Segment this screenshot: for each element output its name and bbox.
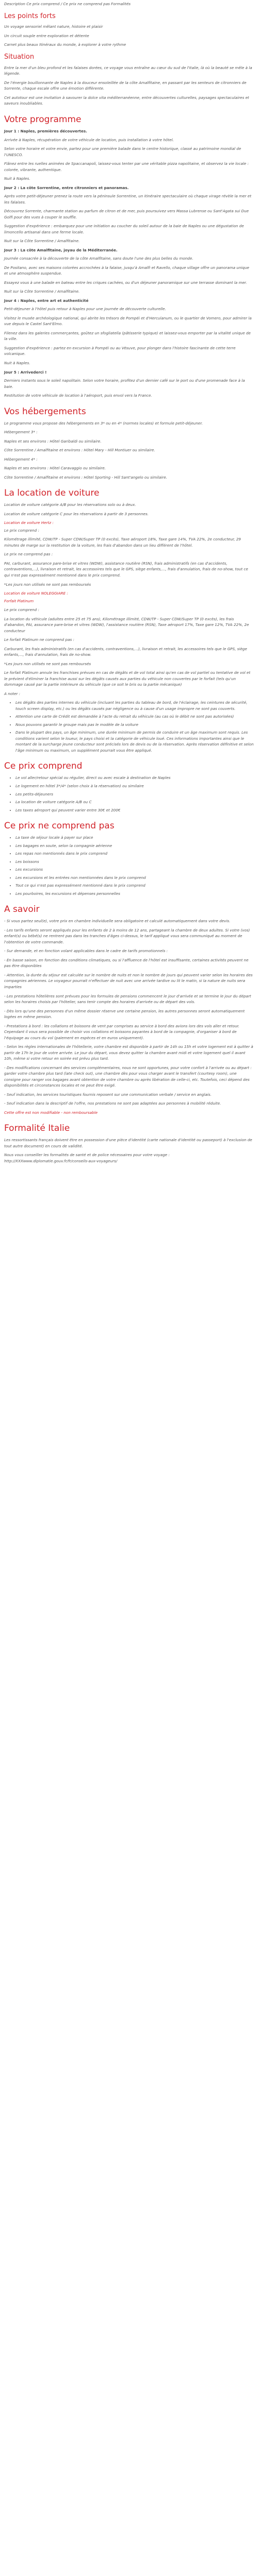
savoir-section xyxy=(4,904,254,1115)
noleggiare-paragraph: Carburant, les frais administratifs (en cas d'accidents, contraventions,...), livraison et retrait, les accessoires tels que le GPS, siège enfants,..., frais d'annulation, frais de no-show. xyxy=(4,646,247,657)
savoir-paragraph: - Dès lors qu'une des personnes d'un même dossier réserve une certaine pension, les autres personnes seront automatiquement logées en même pension. xyxy=(4,1008,245,1020)
list-item: • Les excursions xyxy=(15,867,254,873)
noleggiare-paragraph: *Les jours non utilisés ne sont pas remboursés xyxy=(4,661,91,666)
situation-paragraph: De l'énergie bouillonnante de Naples à la douceur ensoleillée de la côte Amalfitaine, en passant par les senteurs de citronniers de Sorrente, chaque escale offre une émotion différente. xyxy=(4,80,247,91)
hebergement-line: Naples et ses environs : Hôtel Caravaggio ou similaire. xyxy=(4,466,106,471)
list-item: • Dans le plupart des pays, un âge minimum, une durée minimum de permis de conduire et un âge maximum sont requis. Les conditions varient selon le loueur, le pays choisi et la catégorie de véhicule loué. Ces informations importantes ainsi que le montant de la surcharge jeune conducteur sont précisés lors de devis ou de la réservation. Après réservation définitive et selon l'âge minimum ou maximum, un supplément pourrait vous être appliqué. xyxy=(15,730,254,753)
comprend-title: Ce prix comprend xyxy=(4,761,83,772)
day-paragraph: Visitez le musée archéologique national, qui abrite les trésors de Pompéi et d'Herculanum, ou le quartier de Vomero, pour admirer la vue depuis le Castel Sant'Elmo. xyxy=(4,315,252,327)
day-title: Jour 1 : Naples, premières découvertes. xyxy=(4,129,87,134)
ne-comprend-pas-list xyxy=(4,835,254,896)
day-paragraph: Nuit sur la Côte Sorrentine / Amalfitaine. xyxy=(4,239,80,244)
list-item: • Le vol aller/retour spécial ou régulier, direct ou avec escale à destination de Naples xyxy=(15,775,254,781)
situation-paragraph: Cet autotour est une invitation à savourer la dolce vita méditerranéenne, entre découvertes culturelles, paysages spectaculaires et saveurs inoubliables. xyxy=(4,95,249,106)
comprend-list xyxy=(4,775,254,813)
day-block xyxy=(4,128,254,182)
noleggiare-subtitle: Le prix comprend : xyxy=(4,607,39,613)
hebergement-line: Naples et ses environs : Hôtel Garibaldi ou similaire. xyxy=(4,438,102,444)
hertz-paragraph: *Les jours non utilisés ne sont pas remboursés xyxy=(4,582,91,587)
day-paragraph: Journée consacrée à la découverte de la côte Amalfitaine, sans doute l'une des plus belles du monde. xyxy=(4,256,194,261)
day-paragraph: Filenez dans les galeries commerçantes, goûtez un sfogliatella (pâtisserie typique) et laissez-vous emporter par la vitalité unique de la ville. xyxy=(4,330,251,342)
day-paragraph: Essayez vous à une balade en bateau entre les criques cachées, ou d'un déjeuner panoramique sur une terrasse dominant la mer. xyxy=(4,280,247,285)
list-item: • Tout ce qui n'est pas expressément mentionné dans le prix comprend xyxy=(15,883,254,889)
list-item: • Nous pouvons garantir le groupe mais pas le modèle de la voiture xyxy=(15,722,254,728)
savoir-paragraph: - Les prestations hôtelières sont prévues pour les formules de pensions commencent le jour d'arrivée et se termine le jour du départ selon les horaires choisis par l'hôtelier, sans tenir compte des horaires d'arrivée ou de départ des vols. xyxy=(4,993,251,1005)
ne-comprend-pas-section xyxy=(4,820,254,896)
hebergements-section xyxy=(4,406,254,481)
programme-title: Votre programme xyxy=(4,114,82,125)
breadcrumb: Description Ce prix comprend / Ce prix ne comprend pas Formalités xyxy=(4,2,131,6)
day-block xyxy=(4,247,254,295)
formalite-section xyxy=(4,1123,254,1164)
point-fort-item: Un circuit souple entre exploration et détente xyxy=(4,33,89,38)
noleggiare-brand: Forfait Platinum xyxy=(4,598,34,603)
formalite-paragraph: Les ressortissants français doivent être en possession d'une pièce d'identité (carte nationale d'identité ou passeport) à l'exclusion de tout autre document) en cours de validité. xyxy=(4,1138,252,1148)
ne-comprend-pas-title: Ce prix ne comprend pas xyxy=(4,821,115,832)
noleggiare-paragraph: Le forfait Platinum annule les franchises prévues en cas de dégâts et de vol total ainsi qu'en cas de vol partiel ou tentative de vol et le prévient d'éliminer la franchise aussi sur les dégâts causés aux parties du véhicule non couvertes par le forfait (tels qu'un dommage causé par la partie intérieure du véhicule (que ce soit le bris ou la partie mécanique) xyxy=(4,670,251,687)
savoir-paragraph: - Des modifications concernant des services complémentaires, nous ne sont opportunes, pour votre confort à l'arrivée ou au départ : garder votre chambre plus tard (late check out), une chambre dès pour vous charger avant le transfert (courtesy room), une consigne pour ranger vos bagages avant obtention de votre chambre ou après libération de celle-ci, etc. Toutefois, ceci dépend des disponibilités et circonstances locales et ne peut être exigé. xyxy=(4,1065,252,1088)
hebergement-line: Côte Sorrentine / Amalfitaine et environs : Hôtel Sporting - Hill Sant'angelo ou similaire. xyxy=(4,474,167,480)
hertz-paragraph: PAI, carburant, assurance pare-brise et vitres (WDW), assistance routière (RSN), frais administratifs (en cas d'accidents, contraventions,...), livraison et retrait, les accessoires tels que le GPS, siège enfants,..., frais d'annulation, frais de no-show, tout ce qui n'est pas expressément mentionné dans le prix comprend. xyxy=(4,561,248,578)
day-paragraph: Restitution de votre véhicule de location à l'aéroport, puis envol vers la France. xyxy=(4,393,152,398)
list-item: • Les boissons xyxy=(15,859,254,865)
day-paragraph: Suggestion d'expérience : partez en excursion à Pompéi ou au Vésuve, pour plonger dans l'histoire fascinante de cette terre volcanique. xyxy=(4,345,236,357)
hertz-subtitle: Le prix comprend : xyxy=(4,528,39,533)
savoir-paragraph: - Si vous partez seul(e), votre prix en chambre individuelle sera obligatoire et calculé automatiquement dans votre devis. xyxy=(4,919,231,924)
savoir-paragraph: - Seuf indication dans la descriptif de l'offre, nos prestations ne sont pas adaptées aux personnes à mobilité réduite. xyxy=(4,1101,221,1106)
day-block xyxy=(4,185,254,244)
programme-section xyxy=(4,114,254,399)
noleggiare-label: Location de voiture NOLEGGIARE : xyxy=(4,591,68,596)
savoir-paragraph: - Prestations à bord : les collations et boissons de vent par comprises au service à bord des avions lors des vols aller et retour. Cependant il vous sera possible de choisir vos collations et boissons payantes à bord de la compagnie, d'organiser à bord de l'équipage au cours du vol (paiement en espèces et en euros uniquement). xyxy=(4,1023,240,1040)
hebergements-intro: Le programme vous propose des hébergements en 3* ou en 4* (normes locales) et formule petit-déjeuner. xyxy=(4,420,203,426)
day-title: Jour 2 : La côte Sorrentine, entre citronniers et panoramas. xyxy=(4,185,129,190)
list-item: • La location de voiture catégorie A/B ou C xyxy=(15,799,254,805)
list-item: • Les dégâts des parties internes du véhicule (incluant les parties du tableau de bord, de l'éclairage, les ceintures de sécurité, touch screen display, etc.) ou les dégâts causés par négligence ou à cause d'un usage impropre ne sont pas couverts. xyxy=(15,700,254,711)
list-item: • Les bagages en soute, selon la compagnie aérienne xyxy=(15,843,254,849)
formalite-title: Formalité Italie xyxy=(4,1123,70,1134)
day-title: Jour 4 : Naples, entre art et authenticité xyxy=(4,298,89,303)
noleggiare-notes-list xyxy=(4,700,254,753)
hebergement-option-label: Hébergement 3* : xyxy=(4,430,38,435)
situation-paragraph: Entre la mer d'un bleu profond et les falaises dorées, ce voyage vous entraîne au cœur du sud de l'Italie, là où la beauté se mêle à la légende. xyxy=(4,65,252,76)
day-paragraph: Après votre petit-déjeuner prenez la route vers la péninsule Sorrentine, un itinéraire spectaculaire où chaque virage révèle la mer et les falaises. xyxy=(4,194,252,205)
formalite-paragraph: Nous vous conseiller les formalités de santé et de police nécessaires pour votre voyage : http://XXXwww.diplomatie.gouv.fr/fr/conseils-aux-voyageurs/ xyxy=(4,1153,170,1163)
location-section xyxy=(4,487,254,753)
noleggiare-paragraph: Le forfait Platinum ne comprend pas : xyxy=(4,637,74,642)
list-item: • Les petits-déjeuners xyxy=(15,791,254,798)
list-item: • Le logement en hôtel 3*/4* (selon choix à la réservation) ou similaire xyxy=(15,783,254,789)
day-paragraph: De Positano, avec ses maisons colorées accrochées à la falaise, jusqu'à Amalfi et Ravello, chaque village offre un panorama unique et une atmosphère suspendue. xyxy=(4,265,249,276)
savoir-paragraph: - Selon les règles internationales de l'hôtellerie, votre chambre est disponible à partir de 14h ou 15h et votre logement est à quitter à partir de 17h le jour de votre arrivée. Le jour du départ, vous devez quitter la chambre avant midi et votre logement quel il avant 10h, même si votre retour en soirée est prévu plus tard. xyxy=(4,1044,253,1061)
list-item: • La taxe de séjour locale à payer sur place xyxy=(15,835,254,841)
day-paragraph: Selon votre horaire et votre envie, partez pour une première balade dans le centre historique, classé au patrimoine mondial de l'UNESCO. xyxy=(4,146,241,157)
day-paragraph: Arrivée à Naples, récupération de votre véhicule de location, puis installation à votre hôtel. xyxy=(4,137,174,142)
hebergement-option-label: Hébergement 4* : xyxy=(4,456,38,462)
day-title: Jour 3 : La côte Amalfitaine, joyau de la Méditerranée. xyxy=(4,247,118,252)
location-intro: Location de voiture catégorie C pour les réservations à partir de 3 personnes. xyxy=(4,511,149,516)
page xyxy=(0,0,258,1177)
day-paragraph: Nuit à Naples. xyxy=(4,176,30,181)
day-paragraph: Nuit à Naples. xyxy=(4,360,30,365)
hertz-paragraph: Le prix ne comprend pas : xyxy=(4,552,53,557)
list-item: • Les taxes aéroport qui peuvent varier entre 30€ et 200€ xyxy=(15,807,254,814)
point-fort-item: Carnet plus beaux Itinéraux du monde, à explorer à votre rythme xyxy=(4,42,126,47)
situation-section xyxy=(4,53,254,107)
savoir-paragraph: - En basse saison, en fonction des conditions climatiques, ou si l'affluence de l'hôtel est insuffisante, certaines activités peuvent ne pas être disponibles xyxy=(4,957,249,969)
list-item: • Les excursions et les entrées non mentionnées dans le prix comprend xyxy=(15,875,254,881)
savoir-paragraph: - Attention, la durée du séjour est calculée sur le nombre de nuits et non le nombre de jours qui peuvent varier selon les horaires des compagnies aériennes. Le voyageur pourrait n'effectuer de nuit avec une arrivée tardive ou lit le matin, si la nature de nuits sera imparties xyxy=(4,972,253,989)
situation-title: Situation xyxy=(4,53,35,61)
points-forts-title: Les points forts xyxy=(4,12,56,20)
day-paragraph: Flânez entre les ruelles animées de Spaccanapoli, laissez-vous tenter par une véritable pizza napolitaine, et observez la vie locale : colorée, vibrante, authentique. xyxy=(4,161,249,172)
list-item: • Les pourboires, les excursions et dépenses personnelles xyxy=(15,891,254,897)
day-paragraph: Derniers instants sous le soleil napolitain. Selon votre horaire, profitez d'un dernier café sur le port ou d'une promenade face à la baie. xyxy=(4,378,245,389)
day-block xyxy=(4,369,254,399)
location-intro: Location de voiture catégorie A/B pour les réservations solo ou à deux. xyxy=(4,502,136,507)
point-fort-item: Un voyage sensoriel mêlant nature, histoire et plaisir xyxy=(4,24,103,29)
day-paragraph: Découvrez Sorrente, charmante station au parfum de citron et de mer, puis poursuivez vers Massa Lubrense ou Sant'Agata sui Due Golfi pour des vues à couper le souffle. xyxy=(4,209,249,219)
savoir-title: A savoir xyxy=(4,904,40,915)
day-paragraph: Petit-déjeuner à l'hôtel puis retour à Naples pour une journée de découverte culturelle. xyxy=(4,307,166,312)
points-forts-section xyxy=(4,12,254,48)
day-paragraph: Suggestion d'expérience : embarquez pour une initiation au coucher du soleil autour de la baie de Naples ou une dégustation de limoncello artisanal dans une ferme locale. xyxy=(4,224,244,234)
savoir-paragraph: - Seuf indication, les services touristiques fournis reposent sur une communication verbale / service en anglais. xyxy=(4,1092,212,1097)
hertz-paragraph: Kilométrage illimité, CDW/TP - Super CDW/Super TP (0 excès), Taxe aéroport 18%, Taxe gare 14%, TVA 22%, 2e conducteur, 29 minutes de marge sur la restitution de la voiture, les frais d'abandon dans un lieu différent de l'hôtel. xyxy=(4,537,241,548)
noleggiare-note-label: A noter : xyxy=(4,691,21,696)
hebergement-line: Côte Sorrentine / Amalfitaine et environs : Hôtel Mary - Hill Montiuer ou similaire. xyxy=(4,448,155,453)
list-item: • Attention une carte de Crédit est demandée à l'acte du retrait du véhicule (au cas où le débit ne sont pas autorisées) xyxy=(15,714,254,720)
location-title: La location de voiture xyxy=(4,488,100,499)
noleggiare-paragraph: La location du véhicule (adultes entre 25 et 75 ans), Kilométrage illimité, CDW/TP - Super CDW/Super TP (0 excès), les frais d'abandon, PAI, assurance pare-brise et vitres (WDW), l'assistance routière (RSN), Taxe aéroport 17%, Taxe gare 12%, TVA 22%, 2e conducteur xyxy=(4,616,249,633)
savoir-paragraph: - Les tarifs enfants seront appliqués pour les enfants de 2 à moins de 12 ans, partageant la chambre de deux adultes. Si votre (vos) enfant(s) ou bébé(s) ne rentrent pas dans les tranches d'âges ci-dessus, le tarif appliqué vous sera communiqué au moment de l'obtention de votre commande. xyxy=(4,927,250,944)
savoir-notice: Cette offre est non modifiable - non remboursable xyxy=(4,1110,98,1115)
comprend-section xyxy=(4,760,254,813)
savoir-paragraph: - Sur demande, et en fonction volant applicables dans le cadre de tarifs promotionnels : xyxy=(4,948,168,954)
day-paragraph: Nuit sur la Côte Sorrentine / Amalfitaine. xyxy=(4,289,80,294)
list-item: • Les repas non mentionnés dans le prix comprend xyxy=(15,851,254,857)
hebergements-title: Vos hébergements xyxy=(4,406,86,417)
day-block xyxy=(4,298,254,366)
hertz-label: Location de voiture Hertz : xyxy=(4,520,54,526)
day-title: Jour 5 : Arrivederci ! xyxy=(4,369,47,375)
